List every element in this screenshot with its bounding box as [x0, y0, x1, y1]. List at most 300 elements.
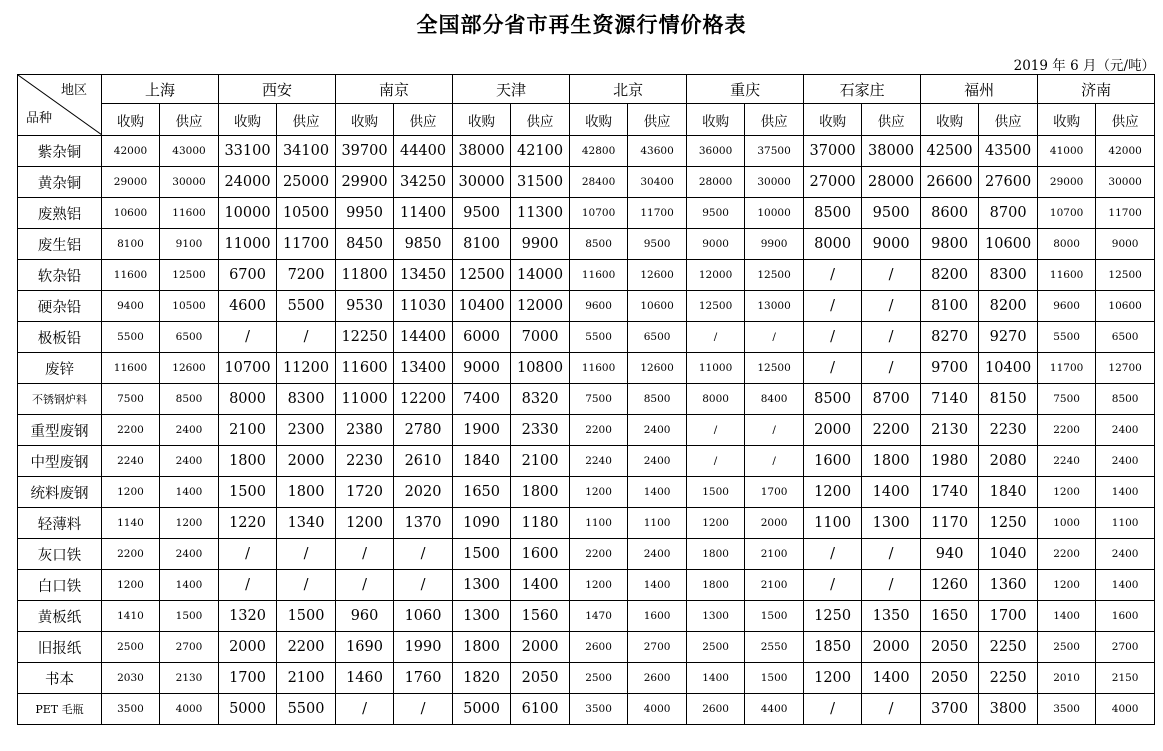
- price-cell: 5000: [453, 694, 511, 725]
- price-cell: 28000: [687, 167, 745, 198]
- product-name: PET 毛瓶: [18, 694, 102, 725]
- product-name: 废生铝: [18, 229, 102, 260]
- buy-header: 收购: [921, 104, 979, 136]
- price-cell: 1720: [336, 477, 394, 508]
- price-cell: 9530: [336, 291, 394, 322]
- price-cell: 10000: [745, 198, 804, 229]
- price-cell: 2240: [1038, 446, 1096, 477]
- supply-header: 供应: [979, 104, 1038, 136]
- price-cell: 10500: [277, 198, 336, 229]
- price-cell: 2400: [1096, 415, 1155, 446]
- price-cell: 8500: [628, 384, 687, 415]
- price-cell: 11800: [336, 260, 394, 291]
- price-cell: 1200: [102, 477, 160, 508]
- price-cell: 8500: [1096, 384, 1155, 415]
- price-cell: 7140: [921, 384, 979, 415]
- price-cell: 36000: [687, 136, 745, 167]
- price-cell: /: [277, 570, 336, 601]
- buy-header: 收购: [219, 104, 277, 136]
- price-cell: 5500: [102, 322, 160, 353]
- price-cell: /: [687, 322, 745, 353]
- price-cell: 1760: [394, 663, 453, 694]
- product-name: 统料废钢: [18, 477, 102, 508]
- price-cell: 8000: [804, 229, 862, 260]
- price-cell: /: [277, 539, 336, 570]
- product-name: 重型废钢: [18, 415, 102, 446]
- corner-header: [18, 75, 102, 136]
- table-row: [18, 167, 1155, 198]
- price-cell: 1200: [1038, 570, 1096, 601]
- price-cell: 9400: [102, 291, 160, 322]
- price-cell: 1200: [336, 508, 394, 539]
- price-cell: 9500: [687, 198, 745, 229]
- price-cell: 11700: [277, 229, 336, 260]
- city-header: 济南: [1038, 75, 1155, 104]
- price-cell: 11700: [1096, 198, 1155, 229]
- price-cell: 2300: [277, 415, 336, 446]
- price-cell: 3500: [570, 694, 628, 725]
- price-cell: 10600: [1096, 291, 1155, 322]
- price-cell: 960: [336, 601, 394, 632]
- buy-header: 收购: [804, 104, 862, 136]
- price-cell: 8100: [453, 229, 511, 260]
- price-cell: 1200: [570, 570, 628, 601]
- price-cell: 4600: [219, 291, 277, 322]
- price-cell: /: [804, 353, 862, 384]
- city-header: 重庆: [687, 75, 804, 104]
- price-cell: 2100: [219, 415, 277, 446]
- region-label: 地区: [60, 83, 87, 98]
- price-cell: 5500: [1038, 322, 1096, 353]
- price-cell: 4000: [160, 694, 219, 725]
- price-cell: 2700: [628, 632, 687, 663]
- price-cell: 7000: [511, 322, 570, 353]
- price-cell: 10000: [219, 198, 277, 229]
- price-cell: 30000: [1096, 167, 1155, 198]
- city-header-row: [18, 75, 1155, 104]
- buy-header: 收购: [453, 104, 511, 136]
- price-cell: 1300: [453, 601, 511, 632]
- price-cell: 1800: [511, 477, 570, 508]
- price-cell: 42800: [570, 136, 628, 167]
- table-row: [18, 446, 1155, 477]
- price-cell: 11300: [511, 198, 570, 229]
- product-name: 紫杂铜: [18, 136, 102, 167]
- price-cell: 7400: [453, 384, 511, 415]
- price-cell: 2600: [628, 663, 687, 694]
- price-cell: 2700: [1096, 632, 1155, 663]
- price-cell: 11600: [570, 353, 628, 384]
- price-cell: 2400: [1096, 446, 1155, 477]
- price-cell: 2100: [745, 539, 804, 570]
- price-cell: /: [336, 694, 394, 725]
- price-cell: 30400: [628, 167, 687, 198]
- product-name: 白口铁: [18, 570, 102, 601]
- price-cell: 2000: [219, 632, 277, 663]
- price-cell: 1200: [570, 477, 628, 508]
- price-cell: 3500: [1038, 694, 1096, 725]
- product-name: 旧报纸: [18, 632, 102, 663]
- table-row: [18, 663, 1155, 694]
- price-cell: 5500: [570, 322, 628, 353]
- price-cell: 12700: [1096, 353, 1155, 384]
- price-cell: /: [687, 446, 745, 477]
- price-cell: 8100: [102, 229, 160, 260]
- price-cell: 1500: [745, 601, 804, 632]
- price-cell: /: [862, 694, 921, 725]
- price-cell: 3700: [921, 694, 979, 725]
- price-cell: 2020: [394, 477, 453, 508]
- price-cell: 2240: [570, 446, 628, 477]
- price-cell: 8500: [804, 198, 862, 229]
- product-name: 黄杂铜: [18, 167, 102, 198]
- price-cell: 12500: [160, 260, 219, 291]
- price-cell: 8500: [160, 384, 219, 415]
- price-cell: /: [804, 570, 862, 601]
- price-cell: 12500: [453, 260, 511, 291]
- price-cell: 27600: [979, 167, 1038, 198]
- price-cell: /: [804, 539, 862, 570]
- price-cell: 1400: [511, 570, 570, 601]
- table-row: [18, 694, 1155, 725]
- product-name: 灰口铁: [18, 539, 102, 570]
- price-cell: 1560: [511, 601, 570, 632]
- price-cell: 1800: [453, 632, 511, 663]
- price-cell: 1700: [745, 477, 804, 508]
- price-cell: 1220: [219, 508, 277, 539]
- price-cell: 43600: [628, 136, 687, 167]
- price-cell: /: [336, 570, 394, 601]
- price-cell: 1060: [394, 601, 453, 632]
- price-cell: 11000: [219, 229, 277, 260]
- price-cell: 33100: [219, 136, 277, 167]
- price-cell: 5000: [219, 694, 277, 725]
- price-cell: 2230: [336, 446, 394, 477]
- table-row: [18, 136, 1155, 167]
- price-cell: 1500: [160, 601, 219, 632]
- price-cell: 10400: [979, 353, 1038, 384]
- product-name: 软杂铅: [18, 260, 102, 291]
- city-header: 天津: [453, 75, 570, 104]
- price-cell: 2550: [745, 632, 804, 663]
- price-cell: 2130: [160, 663, 219, 694]
- product-name: 废熟铝: [18, 198, 102, 229]
- price-cell: 13400: [394, 353, 453, 384]
- price-cell: 11400: [394, 198, 453, 229]
- price-cell: 2000: [862, 632, 921, 663]
- price-cell: 12000: [511, 291, 570, 322]
- price-cell: 8200: [979, 291, 1038, 322]
- price-cell: 28400: [570, 167, 628, 198]
- table-row: [18, 508, 1155, 539]
- price-cell: 8300: [979, 260, 1038, 291]
- price-cell: 4000: [1096, 694, 1155, 725]
- price-cell: 2200: [1038, 415, 1096, 446]
- price-cell: 1800: [862, 446, 921, 477]
- price-cell: 2080: [979, 446, 1038, 477]
- price-cell: 1600: [511, 539, 570, 570]
- price-cell: 8000: [687, 384, 745, 415]
- price-cell: 2100: [745, 570, 804, 601]
- price-cell: 9500: [862, 198, 921, 229]
- buy-header: 收购: [570, 104, 628, 136]
- price-cell: 1400: [160, 477, 219, 508]
- price-cell: 1990: [394, 632, 453, 663]
- price-cell: 34250: [394, 167, 453, 198]
- buy-header: 收购: [687, 104, 745, 136]
- price-cell: 39700: [336, 136, 394, 167]
- page-title: 全国部分省市再生资源行情价格表: [416, 13, 747, 37]
- price-cell: 42100: [511, 136, 570, 167]
- price-cell: 2330: [511, 415, 570, 446]
- table-row: [18, 632, 1155, 663]
- price-cell: 2050: [511, 663, 570, 694]
- price-cell: 9600: [570, 291, 628, 322]
- price-cell: 1700: [979, 601, 1038, 632]
- price-cell: 34100: [277, 136, 336, 167]
- price-cell: 1180: [511, 508, 570, 539]
- supply-header: 供应: [862, 104, 921, 136]
- price-cell: 1320: [219, 601, 277, 632]
- supply-header: 供应: [511, 104, 570, 136]
- price-cell: /: [862, 322, 921, 353]
- price-cell: 7500: [102, 384, 160, 415]
- price-cell: 1470: [570, 601, 628, 632]
- price-cell: 9000: [453, 353, 511, 384]
- price-cell: 1600: [628, 601, 687, 632]
- price-cell: 2200: [102, 415, 160, 446]
- price-cell: 8150: [979, 384, 1038, 415]
- price-cell: 2130: [921, 415, 979, 446]
- price-cell: 12500: [745, 353, 804, 384]
- price-cell: /: [862, 353, 921, 384]
- price-cell: 1400: [862, 477, 921, 508]
- product-name: 废锌: [18, 353, 102, 384]
- supply-header: 供应: [394, 104, 453, 136]
- price-cell: 2400: [1096, 539, 1155, 570]
- price-cell: 1140: [102, 508, 160, 539]
- price-cell: 10600: [102, 198, 160, 229]
- city-header: 福州: [921, 75, 1038, 104]
- price-cell: 5500: [277, 291, 336, 322]
- price-cell: 1980: [921, 446, 979, 477]
- city-header: 南京: [336, 75, 453, 104]
- price-cell: 8500: [570, 229, 628, 260]
- price-cell: 1300: [687, 601, 745, 632]
- price-cell: 8000: [1038, 229, 1096, 260]
- price-cell: 11700: [628, 198, 687, 229]
- price-cell: 1500: [277, 601, 336, 632]
- price-cell: /: [862, 260, 921, 291]
- price-cell: 42500: [921, 136, 979, 167]
- price-cell: 1250: [979, 508, 1038, 539]
- price-cell: 1200: [804, 477, 862, 508]
- price-cell: /: [804, 291, 862, 322]
- price-cell: 11600: [102, 353, 160, 384]
- price-cell: 42000: [102, 136, 160, 167]
- price-cell: /: [804, 694, 862, 725]
- price-cell: 2400: [628, 415, 687, 446]
- price-cell: 6500: [628, 322, 687, 353]
- price-cell: /: [687, 415, 745, 446]
- price-cell: 1360: [979, 570, 1038, 601]
- price-cell: 8200: [921, 260, 979, 291]
- price-cell: 2240: [102, 446, 160, 477]
- product-name: 不锈钢炉料: [18, 384, 102, 415]
- city-header: 石家庄: [804, 75, 921, 104]
- price-cell: 28000: [862, 167, 921, 198]
- price-cell: 2700: [160, 632, 219, 663]
- table-row: [18, 384, 1155, 415]
- price-cell: 43500: [979, 136, 1038, 167]
- price-cell: 9850: [394, 229, 453, 260]
- price-cell: 12600: [628, 353, 687, 384]
- price-cell: /: [219, 539, 277, 570]
- price-cell: 1600: [804, 446, 862, 477]
- price-cell: 9100: [160, 229, 219, 260]
- price-cell: 8300: [277, 384, 336, 415]
- price-cell: 1500: [219, 477, 277, 508]
- price-cell: 8000: [219, 384, 277, 415]
- price-cell: 1200: [160, 508, 219, 539]
- price-cell: 3500: [102, 694, 160, 725]
- table-row: [18, 322, 1155, 353]
- price-cell: 1650: [921, 601, 979, 632]
- price-cell: 12600: [628, 260, 687, 291]
- price-cell: 1250: [804, 601, 862, 632]
- price-cell: 1200: [102, 570, 160, 601]
- price-cell: 8600: [921, 198, 979, 229]
- price-cell: /: [219, 322, 277, 353]
- price-cell: /: [862, 570, 921, 601]
- price-cell: 1400: [160, 570, 219, 601]
- price-cell: 31500: [511, 167, 570, 198]
- price-cell: 8450: [336, 229, 394, 260]
- price-cell: 1340: [277, 508, 336, 539]
- supply-header: 供应: [1096, 104, 1155, 136]
- price-cell: 43000: [160, 136, 219, 167]
- price-cell: 37000: [804, 136, 862, 167]
- price-cell: 2010: [1038, 663, 1096, 694]
- price-cell: 11600: [102, 260, 160, 291]
- supply-header: 供应: [745, 104, 804, 136]
- price-cell: 38000: [862, 136, 921, 167]
- price-cell: 11700: [1038, 353, 1096, 384]
- price-cell: 2200: [102, 539, 160, 570]
- price-cell: 1400: [1096, 570, 1155, 601]
- price-cell: 12500: [687, 291, 745, 322]
- product-label: 品种: [26, 111, 53, 126]
- price-cell: 41000: [1038, 136, 1096, 167]
- price-cell: 1170: [921, 508, 979, 539]
- price-cell: 9950: [336, 198, 394, 229]
- price-cell: 9900: [511, 229, 570, 260]
- price-cell: /: [394, 694, 453, 725]
- price-cell: 2400: [160, 446, 219, 477]
- table-row: [18, 353, 1155, 384]
- price-cell: 1100: [1096, 508, 1155, 539]
- price-cell: /: [745, 322, 804, 353]
- price-cell: 1100: [804, 508, 862, 539]
- price-cell: 1460: [336, 663, 394, 694]
- price-cell: 10700: [570, 198, 628, 229]
- price-cell: 9600: [1038, 291, 1096, 322]
- price-cell: 10600: [979, 229, 1038, 260]
- price-cell: 9270: [979, 322, 1038, 353]
- price-cell: 12500: [745, 260, 804, 291]
- price-cell: /: [394, 539, 453, 570]
- price-cell: 26600: [921, 167, 979, 198]
- price-cell: 2100: [511, 446, 570, 477]
- table-row: [18, 198, 1155, 229]
- price-cell: 6100: [511, 694, 570, 725]
- price-cell: 11600: [1038, 260, 1096, 291]
- price-cell: 12600: [160, 353, 219, 384]
- price-cell: /: [745, 415, 804, 446]
- price-cell: 1400: [1096, 477, 1155, 508]
- price-cell: 11600: [570, 260, 628, 291]
- price-cell: 2000: [511, 632, 570, 663]
- price-table-body: [18, 75, 1155, 725]
- table-row: [18, 415, 1155, 446]
- price-cell: 6500: [160, 322, 219, 353]
- price-cell: 2600: [570, 632, 628, 663]
- product-name: 书本: [18, 663, 102, 694]
- supply-header: 供应: [628, 104, 687, 136]
- price-cell: 1000: [1038, 508, 1096, 539]
- price-cell: 11200: [277, 353, 336, 384]
- date-unit-label: 2019 年 6 月（元/吨）: [1013, 58, 1155, 74]
- price-cell: 9800: [921, 229, 979, 260]
- price-table: [17, 74, 1155, 725]
- table-row: [18, 539, 1155, 570]
- price-cell: 8320: [511, 384, 570, 415]
- table-row: [18, 570, 1155, 601]
- price-cell: 10400: [453, 291, 511, 322]
- price-cell: 10800: [511, 353, 570, 384]
- price-cell: 4000: [628, 694, 687, 725]
- table-row: [18, 229, 1155, 260]
- price-cell: 2500: [570, 663, 628, 694]
- price-cell: 1650: [453, 477, 511, 508]
- price-cell: /: [277, 322, 336, 353]
- price-cell: 2400: [628, 539, 687, 570]
- price-cell: 10500: [160, 291, 219, 322]
- price-cell: 25000: [277, 167, 336, 198]
- product-name: 硬杂铅: [18, 291, 102, 322]
- price-cell: 2250: [979, 663, 1038, 694]
- price-cell: 2780: [394, 415, 453, 446]
- price-cell: 7500: [570, 384, 628, 415]
- price-cell: 2400: [160, 539, 219, 570]
- price-cell: 6700: [219, 260, 277, 291]
- product-name: 黄板纸: [18, 601, 102, 632]
- price-cell: 1350: [862, 601, 921, 632]
- price-cell: 1400: [1038, 601, 1096, 632]
- price-cell: 1300: [453, 570, 511, 601]
- price-cell: 12000: [687, 260, 745, 291]
- price-cell: /: [219, 570, 277, 601]
- price-cell: 2600: [687, 694, 745, 725]
- product-name: 极板铅: [18, 322, 102, 353]
- price-cell: 5500: [277, 694, 336, 725]
- price-cell: 2200: [1038, 539, 1096, 570]
- price-cell: 11600: [160, 198, 219, 229]
- price-cell: 1260: [921, 570, 979, 601]
- price-cell: 12200: [394, 384, 453, 415]
- price-cell: 1370: [394, 508, 453, 539]
- price-cell: 1800: [219, 446, 277, 477]
